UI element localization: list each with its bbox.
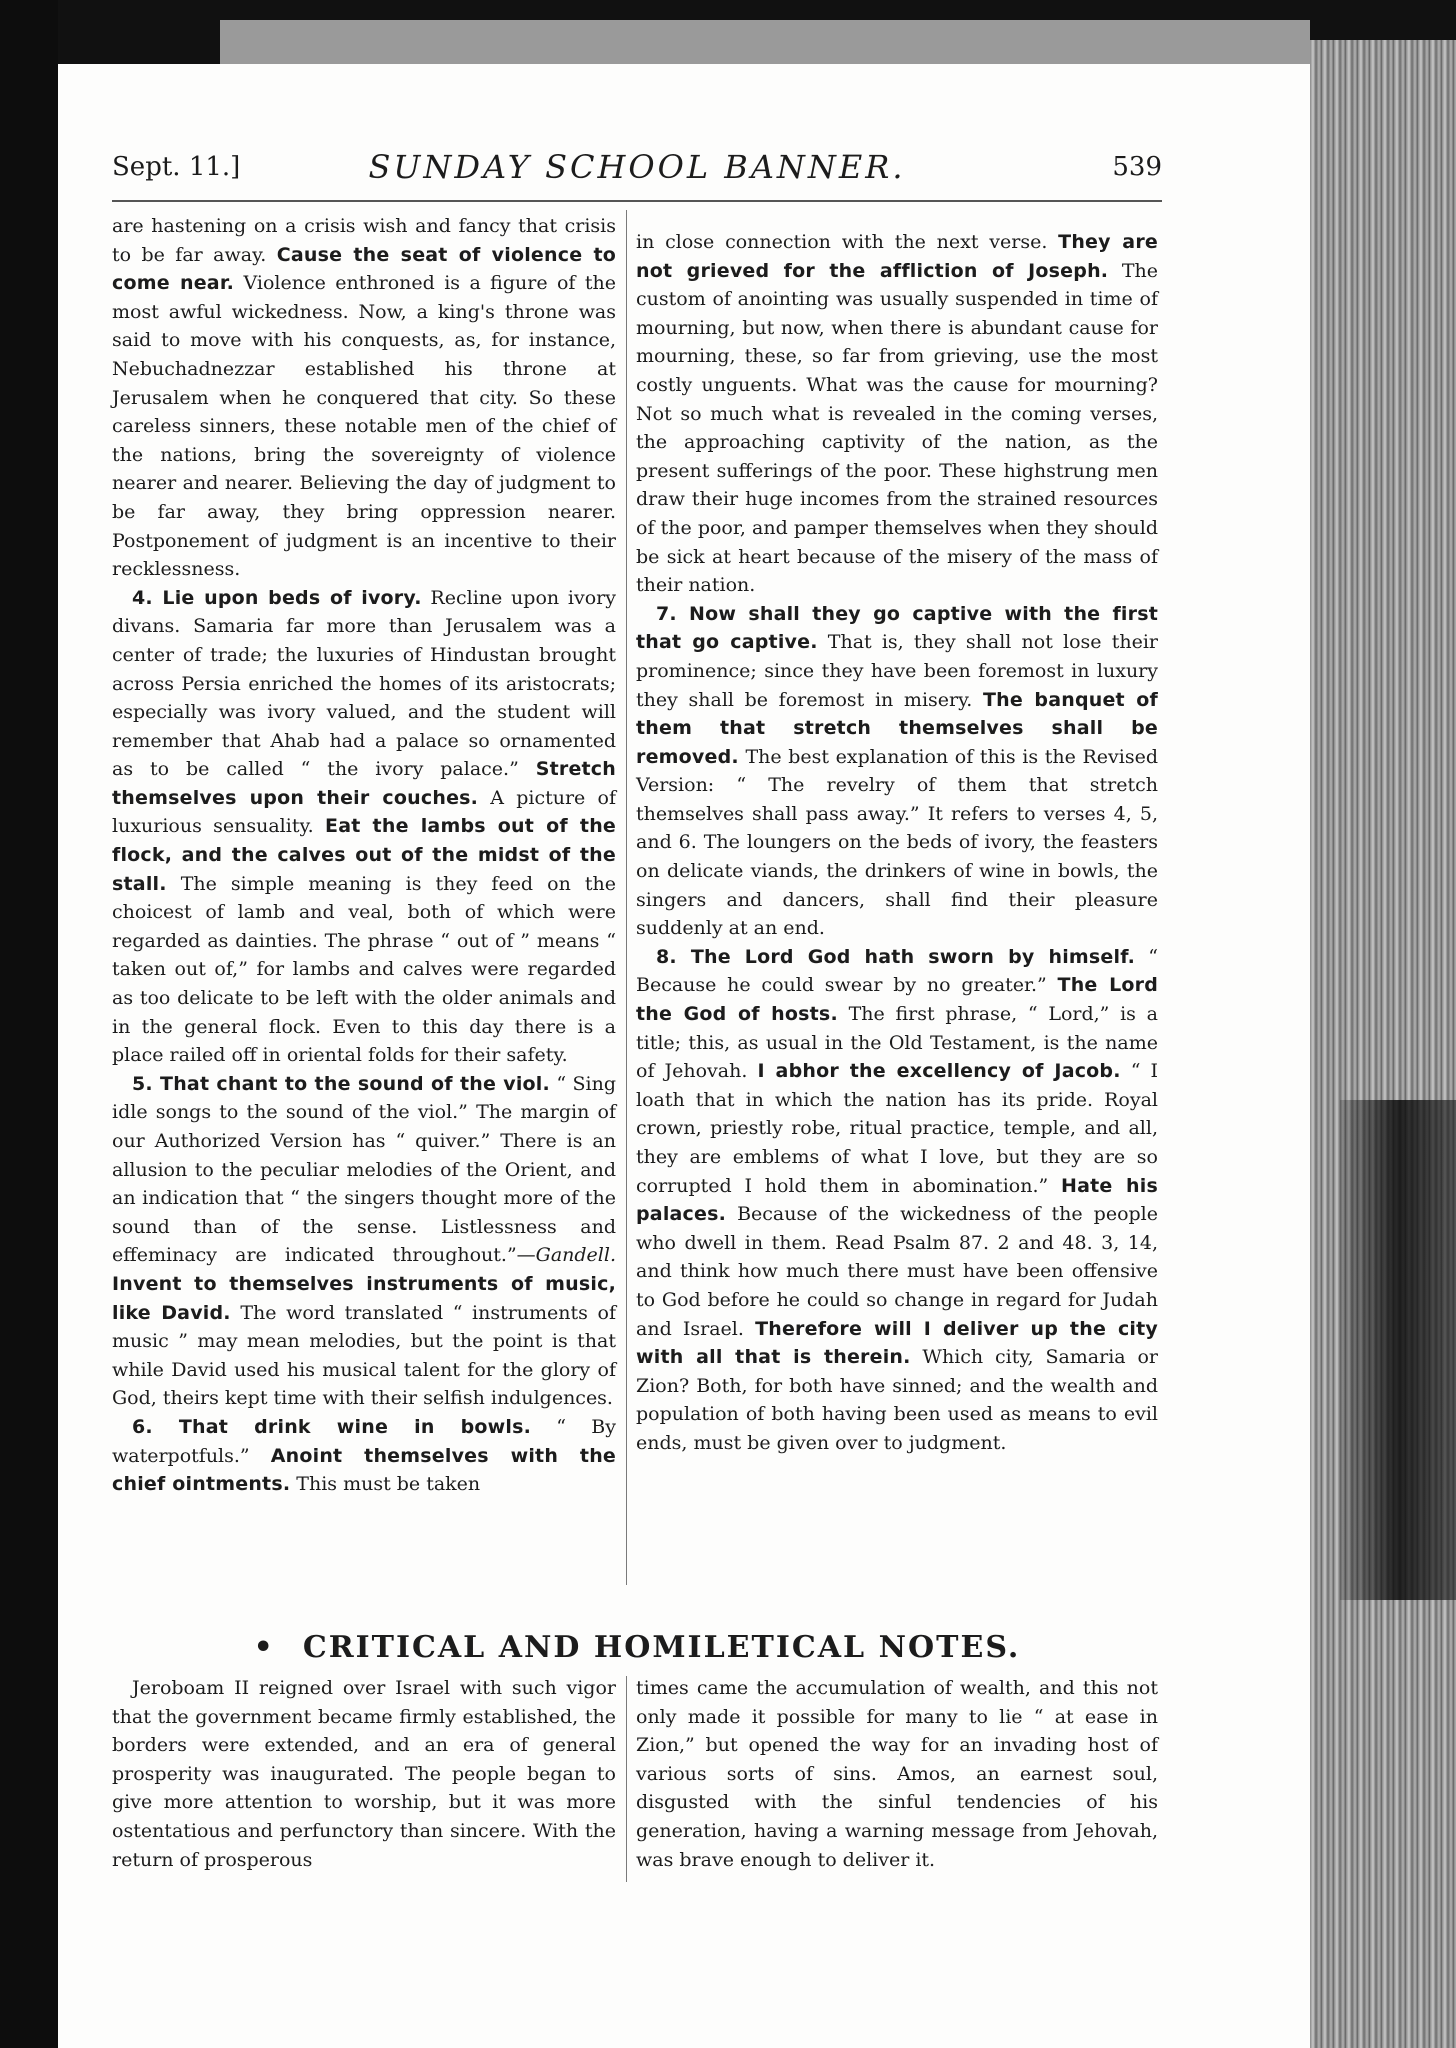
verse-phrase: Invent to themselves instruments of music, like David. <box>112 1272 616 1324</box>
notes-right-column: times came the accumulation of wealth, and this not only made it possible for many to lie “ at ease in Zion,” but opened the way for an invading host of various sorts of sins. Amos, an earnest soul, disgusted with the sinful tendencies of his generation, having a warning message from Jehovah, was brave enough to deliver it. <box>636 1677 1158 1871</box>
verse-phrase: Hate his palaces. <box>636 1174 1158 1226</box>
body-text: The best explanation of this is the Revised Version: “ The revelry of them that stretch themselves shall pass away.” It refers to verses 4, 5, and 6. The loungers on the beds of ivory, the feasters on delicate viands, the drinkers of wine in bowls, the singers and dancers, shall find their pleasure suddenly at an end. <box>636 745 1158 940</box>
verse-heading: 8. The Lord God hath sworn by himself. <box>656 945 1136 968</box>
citation-author: Gandell. <box>535 1244 616 1267</box>
running-head-date: Sept. 11.] <box>112 152 241 182</box>
body-text: The first phrase, “ Lord,” is a title; this, as usual in the Old Testament, is the name of Jehovah. <box>636 1003 1158 1083</box>
body-text: are hastening on a crisis wish and fancy that crisis to be far away. <box>112 215 616 266</box>
body-text: The word translated “ instruments of music ” may mean melodies, but the point is that while David used his musical talent for the glory of God, theirs kept time with their selfish indulgences. <box>112 1301 616 1410</box>
verse-phrase: Therefore will I deliver up the city with all that is therein. <box>636 1317 1158 1369</box>
body-text: Because of the wickedness of the people who dwell in them. Read Psalm 87. 2 and 48. 3, 14, and think how much there must have been offensive to God before he could so change in regard for Judah and Israel. <box>636 1203 1158 1340</box>
paragraph-verse-7 <box>636 600 1158 943</box>
body-text: in close connection with the next verse. <box>636 231 1059 253</box>
body-text: “ I loath that in which the nation has its pride. Royal crown, priestly robe, ritual practice, temple, and all, they are emblems of what I love, but they are so corrupted I hold them in abomination.” <box>636 1060 1158 1197</box>
verse-phrase: Stretch themselves upon their couches. <box>112 758 616 809</box>
column-rule <box>626 210 627 1585</box>
left-column <box>112 212 616 1499</box>
body-text: This must be taken <box>290 1473 481 1496</box>
verse-phrase: Cause the seat of violence to come near. <box>112 243 617 295</box>
paragraph-verse-5 <box>112 1070 616 1413</box>
body-text: A picture of luxurious sensuality. <box>112 786 616 838</box>
body-text: The simple meaning is they feed on the choicest of lamb and veal, both of which were regarded as dainties. The phrase “ out of ” means “ taken out of,” for lambs and calves were regarded as too delicate to be left with the older animals and in the general flock. Even to this day there is a place railed off in oriental folds for their safety. <box>112 872 616 1067</box>
right-column <box>636 228 1158 1458</box>
body-text: Which city, Samaria or Zion? Both, for both have sinned; and the wealth and population of both having been used as means to evil ends, must be given over to judgment. <box>636 1346 1158 1454</box>
book-fore-edge <box>1310 40 1456 2048</box>
header-rule <box>112 200 1162 202</box>
section-heading <box>112 1630 1162 1665</box>
body-text: That is, they shall not lose their prominence; since they have been foremost in luxury they shall be foremost in misery. <box>636 631 1158 711</box>
paragraph-verse-6 <box>112 1413 616 1499</box>
verse-phrase: Anoint themselves with the chief ointments. <box>112 1444 617 1496</box>
section-heading-text: CRITICAL AND HOMILETICAL NOTES. <box>302 1630 1021 1665</box>
paragraph-joseph <box>636 228 1158 600</box>
body-text: “ By waterpotfuls.” <box>112 1415 616 1467</box>
running-head <box>112 148 1162 192</box>
body-text: “ Sing idle songs to the sound of the viol.” The margin of our Authorized Version has “ quiver.” There is an allusion to the peculiar melodies of the Orient, and an indication that “ the singers thought more of the sound than of the sense. Listlessness and effeminacy are indicated throughout.”— <box>112 1072 616 1267</box>
verse-phrase: The banquet of them that stretch themselves shall be removed. <box>636 688 1158 768</box>
paragraph-verse-4 <box>112 584 616 1070</box>
verse-heading: 5. That chant to the sound of the viol. <box>132 1072 550 1095</box>
verse-phrase: Eat the lambs out of the flock, and the calves out of the midst of the stall. <box>112 815 617 895</box>
verse-heading: 6. That drink wine in bowls. <box>132 1415 532 1438</box>
verse-phrase: They are not grieved for the affliction of Joseph. <box>636 231 1158 282</box>
running-head-title: SUNDAY SCHOOL BANNER. <box>368 148 906 186</box>
notes-left-column: Jeroboam II reigned over Israel with such vigor that the government became firmly established, the borders were extended, and an era of general prosperity was inaugurated. The people began to give more attention to worship, but it was more ostentatious and perfunctory than sincere. With the return of prosperous <box>112 1677 616 1871</box>
verse-heading: 4. Lie upon beds of ivory. <box>132 586 422 609</box>
body-text: Recline upon ivory divans. Samaria far more than Jerusalem was a center of trade; the luxuries of Hindustan brought across Persia enriched the homes of its aristocrats; especially was ivory valued, and the student will remember that Ahab had a palace so ornamented as to be called “ the ivory palace.” <box>112 586 616 781</box>
paragraph-verse-8 <box>636 943 1158 1458</box>
verse-phrase: The Lord the God of hosts. <box>636 974 1158 1026</box>
verse-heading: 7. Now shall they go captive with the first that go captive. <box>636 602 1158 654</box>
body-text: Violence enthroned is a figure of the most awful wickedness. Now, a king's throne was said to move with his conquests, as, for instance, Nebuchadnezzar established his throne at Jerusalem when he conquered that city. So these careless sinners, these notable men of the chief of the nations, bring the sovereignty of violence nearer and nearer. Believing the day of judgment to be far away, they bring oppression nearer. Postponement of judgment is an incentive to their recklessness. <box>112 272 616 581</box>
verse-phrase: I abhor the excellency of Jacob. <box>757 1060 1121 1083</box>
fore-edge-shadow <box>1340 1100 1456 1600</box>
body-text: The custom of anointing was usually suspended in time of mourning, but now, when there is abundant cause for mourning, these, so far from grieving, use the most costly unguents. What was the cause for mourning? Not so much what is revealed in the coming verses, the approaching captivity of the nation, as the present sufferings of the poor. These highstrung men draw their huge incomes from the strained resources of the poor, and pamper themselves when they should be sick at heart because of the misery of the mass of their nation. <box>636 259 1158 597</box>
page-number: 539 <box>1112 152 1162 182</box>
paragraph-violence <box>112 212 616 584</box>
bullet-mark: • <box>253 1630 275 1665</box>
scan-border-left <box>0 0 58 2048</box>
body-text: “ Because he could swear by no greater.” <box>636 945 1158 997</box>
notes-column-rule <box>626 1676 627 1882</box>
